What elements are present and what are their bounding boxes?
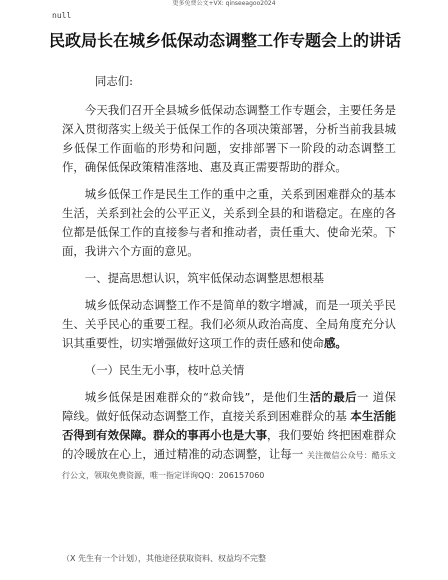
promo-header-text: 更多免费公文+VX: qinseeagoo2024	[172, 0, 276, 7]
paragraph-overview: 城乡低保工作是民生工作的重中之重，关系到困难群众的基本生活，关系到社会的公平正义，关系到全县的和谐稳定。在座的各位都是低保工作的直接参与者和推动者，责任重大、使命光荣。下面，我讲六个方面的意见。	[62, 187, 396, 258]
livelihood-text-6: 们要始 终把困难群众的冷暖放在心上，通过精准的动态调整，让每一	[62, 428, 396, 461]
wechat-promo-text: 关注微信公众号：酷乐文行公文，领取免费资源，唯一指定详询QQ：206157060	[62, 451, 397, 480]
greeting: 同志们:	[95, 74, 134, 88]
paragraph-intro: 今天我们召开全县城乡低保动态调整工作专题会，主要任务是深入贯彻落实上级关于低保工作的各项决策部署，分析当前我县城乡低保工作面临的形势和问题，安排部署下一阶段的动态调整工作，确保低保政策精准落地、惠及真正需要帮助的群众。	[62, 103, 396, 174]
null-label: null	[52, 11, 72, 20]
livelihood-text-3: 一 道保障线。做好低保动态调整工作，直接关系到困难群众的基	[62, 390, 396, 423]
document-body	[62, 72, 396, 493]
paragraph-awareness-end: 感。	[324, 336, 347, 350]
livelihood-text-2: 活的最后	[309, 390, 357, 404]
livelihood-text-5: ，我	[267, 428, 290, 442]
paragraph-awareness-text: 城乡低保动态调整工作不是简单的数字增减，而是一项关乎民生、关乎民心的重要工程。我们必须从政治高度、全局角度充分认识其重要性，切实增强做好这项工作的责任感和使命	[62, 298, 396, 350]
livelihood-text-4: 本生活能否得到有效保障。群众的事再小也是大事	[62, 409, 396, 442]
document-title: 民政局长在城乡低保动态调整工作专题会上的讲话	[48, 31, 401, 50]
livelihood-text-1: 城乡低保是困难群众的“救命钱”，是他们生	[84, 390, 310, 404]
footnote-text: （X 先生有一个计划），其他途径获取资料、权益均不完整	[62, 554, 267, 563]
paragraph-awareness	[62, 296, 396, 353]
section-heading-1-1: （一）民生无小事，枝叶总关情	[84, 363, 245, 377]
paragraph-livelihood	[62, 388, 396, 485]
section-heading-1: 一、提高思想认识，筑牢低保动态调整思想根基	[84, 271, 325, 285]
